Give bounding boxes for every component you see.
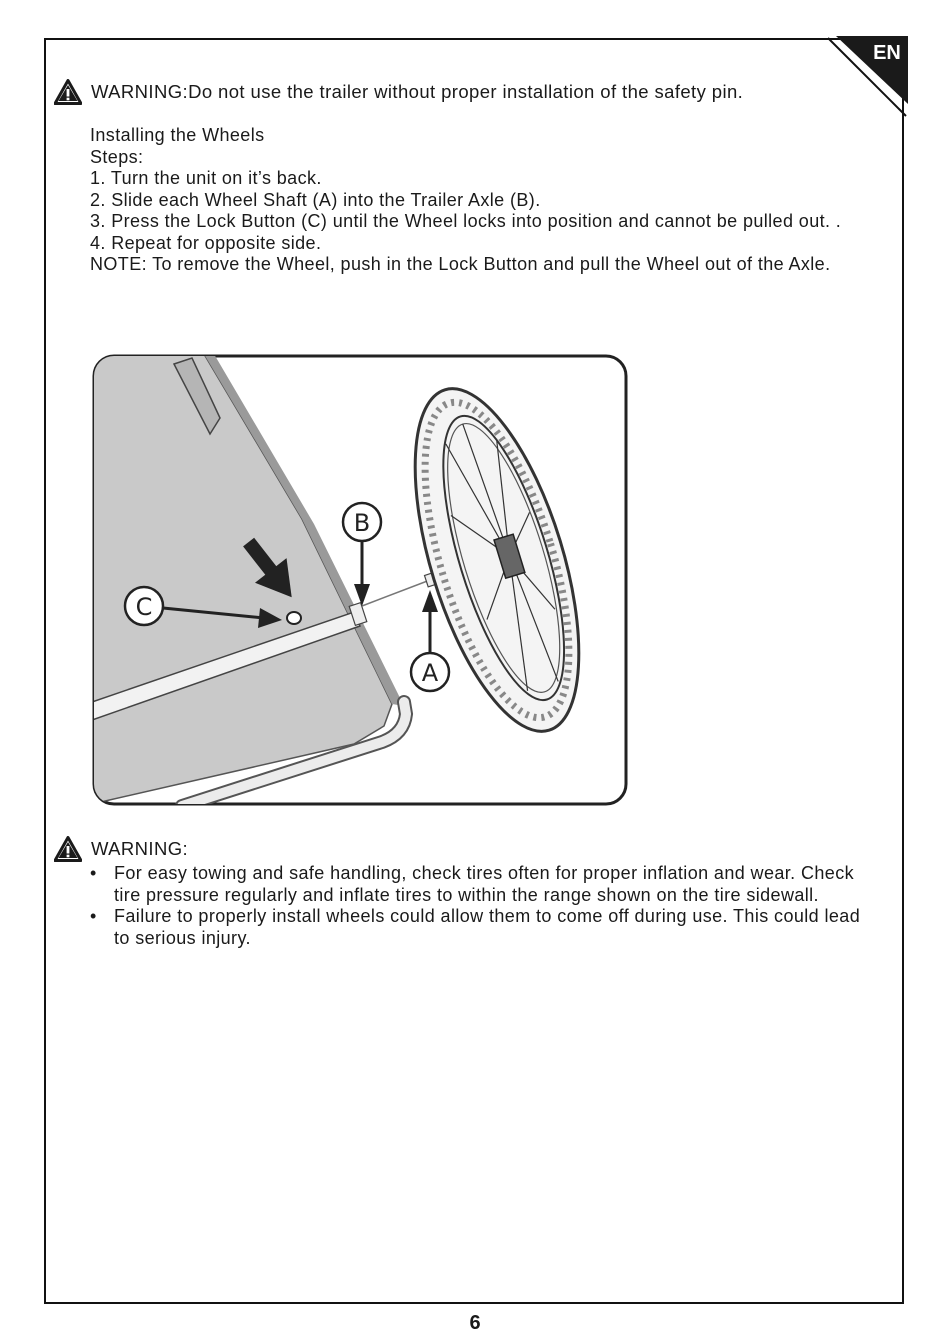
top-warning: [54, 79, 743, 105]
language-tag: EN: [873, 42, 901, 64]
bullet-text: Failure to properly install wheels could allow them to come off during use. This could lead to serious injury.: [114, 906, 861, 948]
steps-label: Steps:: [90, 146, 144, 167]
warning-bullet-list: [90, 863, 870, 949]
step-item: 1. Turn the unit on it’s back.: [90, 168, 322, 188]
step-item: 3. Press the Lock Button (C) until the Wheel locks into position and cannot be pulled out. .: [90, 211, 842, 231]
list-item: [90, 906, 870, 949]
callout-b-label: B: [353, 509, 371, 537]
lock-button: [287, 612, 301, 624]
step-item: 4. Repeat for opposite side.: [90, 232, 322, 253]
page-number: 6: [469, 1312, 481, 1334]
bullet-dot: •: [90, 863, 97, 883]
warning-triangle-icon: [54, 79, 82, 105]
instructions-title: Installing the Wheels: [90, 125, 265, 145]
bullet-dot: •: [90, 906, 97, 926]
top-warning-text: WARNING:Do not use the trailer without proper installation of the safety pin.: [91, 81, 744, 102]
bullet-text: For easy towing and safe handling, check tires often for proper inflation and wear. Check tire pressure regularly and inflate tires to within the range shown on the tire sidewall.: [114, 863, 854, 905]
callout-c-label: C: [135, 593, 153, 621]
step-item: 2. Slide each Wheel Shaft (A) into the Trailer Axle (B).: [90, 189, 541, 210]
bottom-warning: [54, 836, 188, 862]
bottom-warning-heading: WARNING:: [91, 838, 189, 859]
note-text: NOTE: To remove the Wheel, push in the Lock Button and pull the Wheel out of the Axle.: [90, 254, 831, 274]
list-item: [90, 863, 870, 906]
wheel-installation-figure: [92, 354, 628, 806]
instructions-block: [90, 125, 870, 276]
warning-triangle-icon: [54, 836, 82, 862]
callout-a-label: A: [421, 659, 439, 687]
